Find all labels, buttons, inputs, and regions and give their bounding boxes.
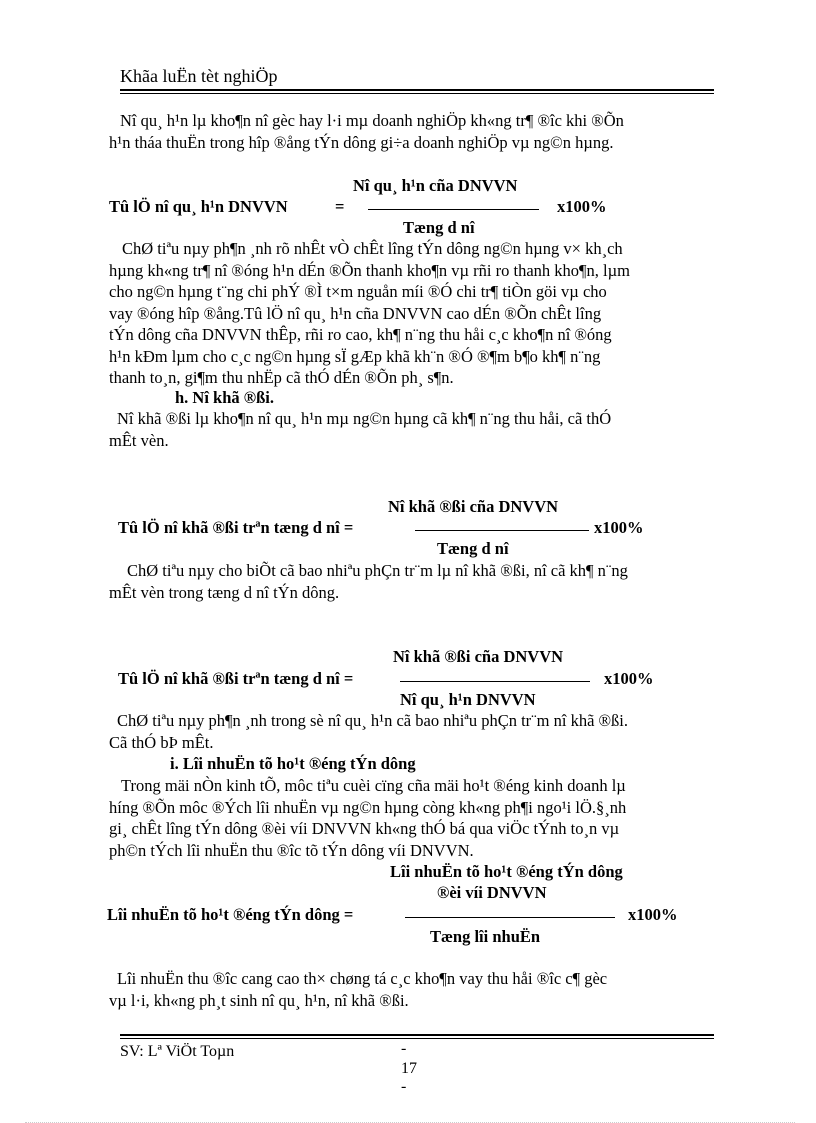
text-line: ChØ tiªu nµy cho biÕt cã bao nhiªu phÇn tr¨m lµ nî khã ®ßi, nî cã kh¶ n¨ng: [127, 561, 628, 580]
text-line: vay ®óng hîp ®ång.Tû lÖ nî qu¸ h¹n cña DNVVN cao dÉn ®Õn chÊt lîng: [109, 303, 602, 323]
formula4-numerator-line2: ®èi víi DNVVN: [437, 883, 547, 902]
text-line: ChØ tiªu nµy ph¶n ¸nh rõ nhÊt vÒ chÊt lîng tÝn dông ng©n hµng v× kh¸ch: [122, 239, 623, 258]
text-line: Lîi nhuËn thu ®îc cang cao th× chøng tá c¸c kho¶n vay thu håi ®îc c¶ gèc: [117, 969, 608, 988]
header-rule: [120, 89, 714, 94]
formula1-multiplier: x100%: [557, 197, 607, 216]
text-line: tÝn dông cña DNVVN thÊp, rñi ro cao, kh¶ n¨ng thu håi c¸c kho¶n nî ®óng: [109, 325, 612, 344]
text-line: thanh to¸n, gi¶m thu nhËp cã thÓ dÉn ®Õn ph¸ s¶n.: [109, 368, 454, 387]
paragraph-bad-debt-ratio-explanation: [109, 710, 718, 753]
text-line: cho ng©n hµng t¨ng chi phÝ ®Ì t×m nguån míi ®Ó chi tr¶ tiÒn göi vµ cho: [109, 282, 607, 301]
formula4-fraction-bar: [405, 917, 615, 918]
section-heading-i: i. Lîi nhuËn tõ ho¹t ®éng tÝn dông: [170, 754, 416, 773]
formula4-denominator: Tæng lîi nhuËn: [430, 927, 541, 946]
formula4-numerator-line1: Lîi nhuËn tõ ho¹t ®éng tÝn dông: [390, 862, 623, 881]
footer-dash-bottom: -: [401, 1078, 407, 1095]
formula3-label: Tû lÖ nî khã ®ßi trªn tæng d nî =: [118, 669, 354, 688]
formula2-label: Tû lÖ nî khã ®ßi trªn tæng d nî =: [118, 518, 354, 537]
text-line: h¹n tháa thuËn trong hîp ®ång tÝn dông gi÷a doanh nghiÖp vµ ng©n hµng.: [109, 132, 614, 152]
text-line: Cã thÓ bÞ mÊt.: [109, 732, 214, 752]
text-line: Nî qu¸ h¹n lµ kho¶n nî gèc hay l·i mµ doanh nghiÖp kh«ng tr¶ ®îc khi ®Õn: [120, 111, 624, 130]
text-line: gi¸ chÊt lîng tÝn dông ®èi víi DNVVN kh«ng thÓ bá qua viÖc tÝnh to¸n vµ: [109, 819, 620, 838]
text-line: híng ®Õn môc ®Ých lîi nhuËn vµ ng©n hµng còng kh«ng ph¶i ngo¹i lÖ.§¸nh: [109, 797, 627, 817]
formula2-denominator: Tæng d nî: [437, 539, 509, 558]
text-line: hµng kh«ng tr¶ nî ®óng h¹n dÉn ®Õn thanh kho¶n vµ rñi ro thanh kho¶n, lµm: [109, 260, 630, 280]
text-line: Trong mäi nÒn kinh tÕ, môc tiªu cuèi cïng cña mäi ho¹t ®éng kinh doanh lµ: [121, 776, 626, 795]
formula1-denominator: Tæng d nî: [403, 218, 475, 237]
formula2-multiplier: x100%: [594, 518, 644, 537]
footer-rule: [120, 1034, 714, 1039]
footer-dash-top: -: [401, 1040, 407, 1057]
formula1-numerator: Nî qu¸ h¹n cña DNVVN: [353, 176, 518, 195]
formula2-numerator: Nî khã ®ßi cña DNVVN: [388, 497, 559, 516]
formula1-equals: =: [335, 197, 345, 216]
text-line: vµ l·i, kh«ng ph¸t sinh nî qu¸ h¹n, nî khã ®ßi.: [109, 990, 409, 1010]
text-line: h¹n kÐm lµm cho c¸c ng©n hµng sÏ gÆp khã kh¨n ®Ó ®¶m b¶o kh¶ n¨ng: [109, 346, 601, 366]
formula4-multiplier: x100%: [628, 905, 678, 924]
paragraph-overdue-definition: [109, 110, 718, 153]
formula3-multiplier: x100%: [604, 669, 654, 688]
formula1-label: Tû lÖ nî qu¸ h¹n DNVVN: [109, 197, 288, 216]
text-line: ChØ tiªu nµy ph¶n ¸nh trong sè nî qu¸ h¹n cã bao nhiªu phÇn tr¨m nî khã ®ßi.: [117, 711, 629, 730]
page-number: 17: [401, 1060, 417, 1077]
paragraph-overdue-explanation: [109, 238, 718, 389]
paragraph-bad-debt-definition: [109, 408, 718, 451]
text-line: mÊt vèn.: [109, 430, 169, 450]
text-line: ph©n tÝch lîi nhuËn thu ®îc tõ tÝn dông víi DNVVN.: [109, 840, 474, 860]
formula1-fraction-bar: [368, 209, 539, 210]
text-line: Nî khã ®ßi lµ kho¶n nî qu¸ h¹n mµ ng©n hµng cã kh¶ n¨ng thu håi, cã thÓ: [117, 409, 612, 428]
formula3-denominator: Nî qu¸ h¹n DNVVN: [400, 690, 536, 709]
text-line: mÊt vèn trong tæng d nî tÝn dông.: [109, 582, 340, 602]
formula3-numerator: Nî khã ®ßi cña DNVVN: [393, 647, 564, 666]
section-heading-h: h. Nî khã ®ßi.: [175, 388, 274, 407]
formula2-fraction-bar: [415, 530, 589, 531]
footer-student-name: SV: Lª ViÖt Toµn: [120, 1043, 235, 1060]
formula4-label: Lîi nhuËn tõ ho¹t ®éng tÝn dông =: [107, 905, 354, 924]
paragraph-bad-debt-explanation: [109, 560, 718, 603]
paragraph-credit-profit: [109, 775, 718, 861]
header-title: Khãa luËn tèt nghiÖp: [120, 66, 278, 86]
paragraph-profit-conclusion: [109, 968, 718, 1011]
formula3-fraction-bar: [400, 681, 590, 682]
